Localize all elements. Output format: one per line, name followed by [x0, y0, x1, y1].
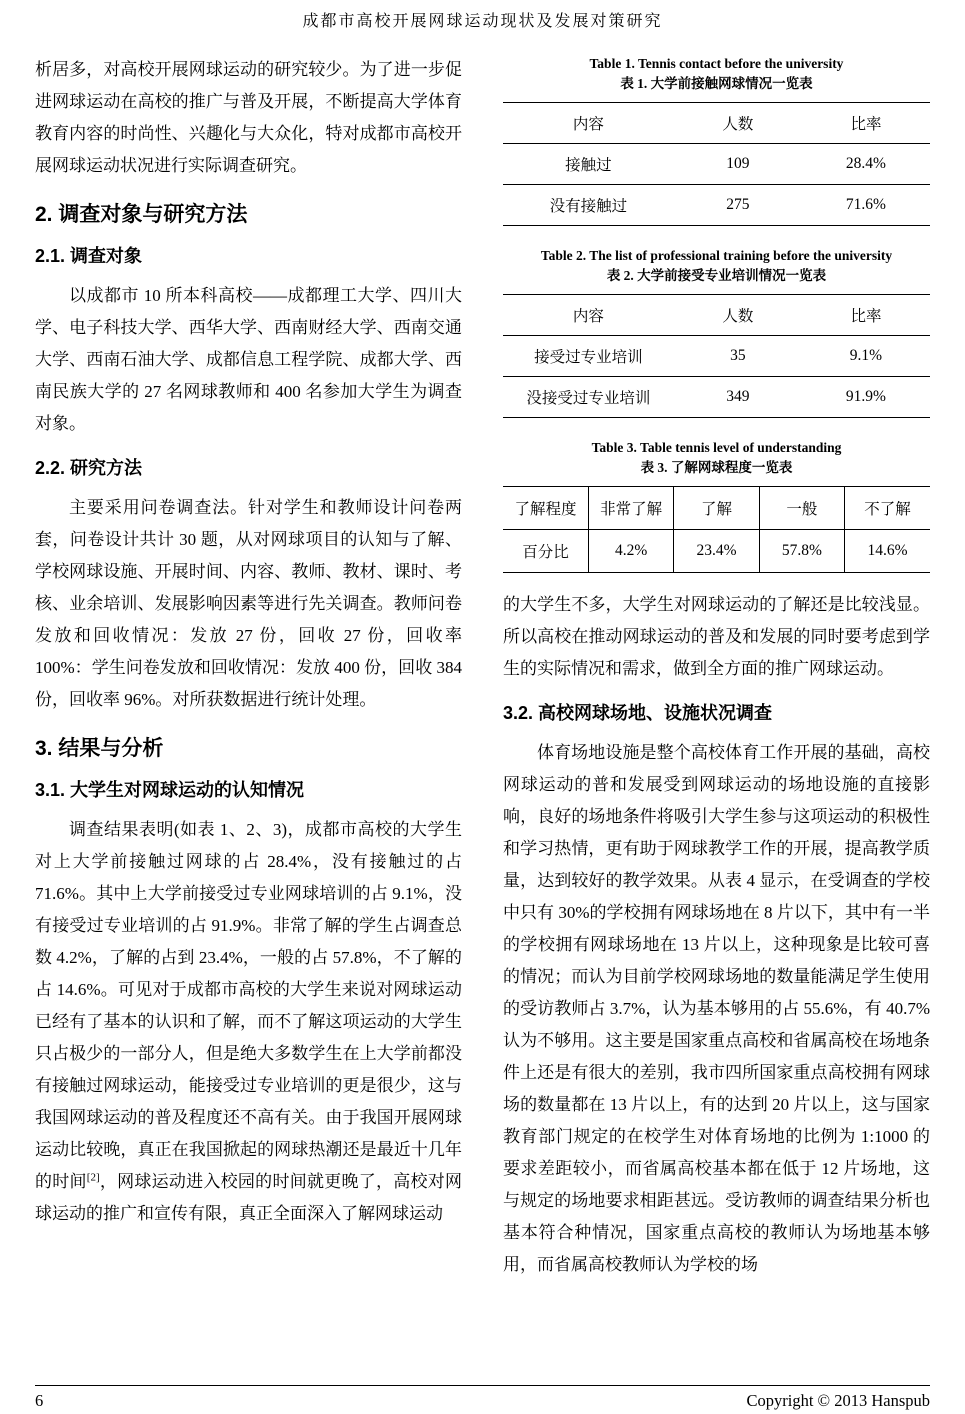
table2-row — [503, 336, 930, 377]
table1-header-row — [503, 103, 930, 144]
paragraph-understanding-conclusion: 的大学生不多，大学生对网球运动的了解还是比较浅显。所以高校在推动网球运动的普及和发展的同时要考虑到学生的实际情况和需求，做到全方面的推广网球运动。 — [503, 595, 930, 678]
table1-header-cell: 内容 — [503, 103, 674, 144]
section-heading-2: 2. 调查对象与研究方法 — [35, 203, 248, 226]
table1-header-cell: 比率 — [802, 103, 930, 144]
table1-header-cell: 人数 — [674, 103, 802, 144]
section-heading-3-1: 3.1. 大学生对网球运动的认知情况 — [35, 780, 305, 800]
page-footer — [35, 1391, 930, 1411]
paragraph-results-text-a: 调查结果表明(如表 1、2、3)，成都市高校的大学生对上大学前接触过网球的占 28.4%，没有接触过的占 71.6%。其中上大学前接受过专业网球培训的占 9.1%，没有接受过专业培训的占 91.9%。非常了解的学生占调查总数 4.2%，了解的占到 23.4%，一般的占 57.8%，不了解的占 14.6%。可见对于成都市高校的大学生来说对网球运动已经有了基本的认识和了解，而不了解这项运动的大学生只占极少的一部分人，但是绝大多数学生在上大学前都没有接触过网球运动，能接受过专业培训的更是很少，这与我国网球运动的普及程度还不高有关。由于我国开展网球运动比较晚，真正在我国掀起的网球热潮还是最近十几年的时间 — [35, 820, 462, 1191]
section-heading-2-2: 2.2. 研究方法 — [35, 458, 143, 478]
table3-cell: 23.4% — [674, 530, 759, 573]
table2-cell: 接受过专业培训 — [503, 336, 674, 377]
table3-header-row — [503, 487, 930, 530]
table1-cell: 没有接触过 — [549, 198, 628, 215]
table3-caption — [503, 438, 930, 478]
table3-level-of-understanding — [503, 486, 930, 573]
citation-ref-2: [2] — [86, 1171, 100, 1184]
page-number: 6 — [35, 1391, 44, 1410]
copyright-notice: Copyright © 2013 Hanspub — [746, 1391, 930, 1410]
table1-cell: 接触过 — [503, 144, 674, 185]
table2-row — [503, 377, 930, 418]
table3-header-cell: 非常了解 — [588, 487, 673, 530]
footer-divider — [35, 1385, 930, 1386]
table1-caption — [503, 54, 930, 94]
table2-caption — [503, 246, 930, 286]
left-column — [35, 54, 462, 1281]
table2-caption-en: Table 2. The list of professional training before the university — [540, 248, 893, 263]
paragraph-survey-subjects: 以成都市 10 所本科高校——成都理工大学、四川大学、电子科技大学、西华大学、西南财经大学、西南交通大学、西南石油大学、成都信息工程学院、成都大学、西南民族大学的 27 名网球教师和 400 名参加大学生为调查对象。 — [35, 286, 462, 433]
section-heading-3: 3. 结果与分析 — [35, 737, 164, 760]
table1-row — [503, 185, 930, 226]
paragraph-methods: 主要采用问卷调查法。针对学生和教师设计问卷两套，问卷设计共计 30 题，从对网球项目的认知与了解、学校网球设施、开展时间、内容、教师、教材、课时、考核、业余培训、发展影响因素等进行先关调查。教师问卷发放和回收情况：发放 27 份，回收 27 份，回收率 100%：学生问卷发放和回收情况：发放 400 份，回收 384 份，回收率 96%。对所获数据进行统计处理。 — [35, 498, 462, 709]
table2-header-row — [503, 295, 930, 336]
section-heading-3-2: 3.2. 高校网球场地、设施状况调查 — [503, 703, 773, 723]
table3-caption-en: Table 3. Table tennis level of understanding — [591, 440, 842, 455]
right-column — [503, 54, 930, 1281]
paragraph-facilities: 体育场地设施是整个高校体育工作开展的基础，高校网球运动的普和发展受到网球运动的场地设施的直接影响，良好的场地条件将吸引大学生参与这项运动的积极性和学习热情，更有助于网球教学工作的开展，提高教学质量，达到较好的教学效果。从表 4 显示，在受调查的学校中只有 30%的学校拥有网球场地在 8 片以下，其中有一半的学校拥有网球场地在 13 片以上，这种现象是比较可喜的情况；而认为目前学校网球场地的数量能满足学生使用的受访教师占 3.7%，认为基本够用的占 55.6%，有 40.7%认为不够用。这主要是国家重点高校和省属高校在场地条件上还是有很大的差别，我市四所国家重点高校拥有网球场的数量都在 13 片以上，有的达到 20 片以上，这与国家教育部门规定的在校学生对体育场地的比例为 1:1000 的要求差距较小，而省属高校基本都在低于 12 片场地，这与规定的场地要求相距甚远。受访教师的调查结果分析也基本符合种情况，国家重点高校的教师认为场地基本够用，而省属高校教师认为学校的场 — [503, 743, 930, 1274]
table2-cell: 349 — [726, 388, 750, 405]
paragraph-results-cognition — [35, 814, 462, 1230]
table3-cell: 57.8% — [759, 530, 844, 573]
table2-header-cell: 内容 — [503, 295, 674, 336]
table3-header-cell: 了解程度 — [503, 487, 588, 530]
table2-cell: 没接受过专业培训 — [526, 390, 651, 407]
table1-cell: 71.6% — [845, 196, 886, 213]
table3-caption-zh: 表 3. 了解网球程度一览表 — [640, 460, 793, 475]
running-head-title: 成都市高校开展网球运动现状及发展对策研究 — [302, 13, 663, 30]
table2-header-cell: 比率 — [802, 295, 930, 336]
table3-cell: 百分比 — [522, 544, 569, 561]
table2-cell: 91.9% — [845, 388, 886, 405]
table3-header-cell: 不了解 — [845, 487, 930, 530]
table1-cell: 109 — [674, 144, 802, 185]
two-column-content — [35, 54, 930, 1281]
paragraph-results-text-b: ，网球运动进入校园的时间就更晚了，高校对网球运动的推广和宣传有限，真正全面深入了解网球运动 — [35, 1172, 463, 1223]
table3-header-cell: 了解 — [674, 487, 759, 530]
section-heading-2-1: 2.1. 调查对象 — [35, 246, 143, 266]
table1-row — [503, 144, 930, 185]
table1-tennis-contact — [503, 102, 930, 226]
table1-cell: 275 — [726, 196, 750, 213]
paragraph-intro: 析居多，对高校开展网球运动的研究较少。为了进一步促进网球运动在高校的推广与普及开展，不断提高大学体育教育内容的时尚性、兴趣化与大众化，特对成都市高校开展网球运动状况进行实际调查研究。 — [35, 60, 462, 175]
table2-cell: 35 — [674, 336, 802, 377]
table2-caption-zh: 表 2. 大学前接受专业培训情况一览表 — [606, 268, 827, 283]
table3-row — [503, 530, 930, 573]
table2-header-cell: 人数 — [674, 295, 802, 336]
table1-caption-en: Table 1. Tennis contact before the university — [589, 56, 844, 71]
table1-caption-zh: 表 1. 大学前接触网球情况一览表 — [620, 76, 813, 91]
table2-cell: 9.1% — [802, 336, 930, 377]
table3-cell: 14.6% — [845, 530, 930, 573]
table1-cell: 28.4% — [802, 144, 930, 185]
table3-header-cell: 一般 — [759, 487, 844, 530]
table2-professional-training — [503, 294, 930, 418]
table3-cell: 4.2% — [588, 530, 673, 573]
